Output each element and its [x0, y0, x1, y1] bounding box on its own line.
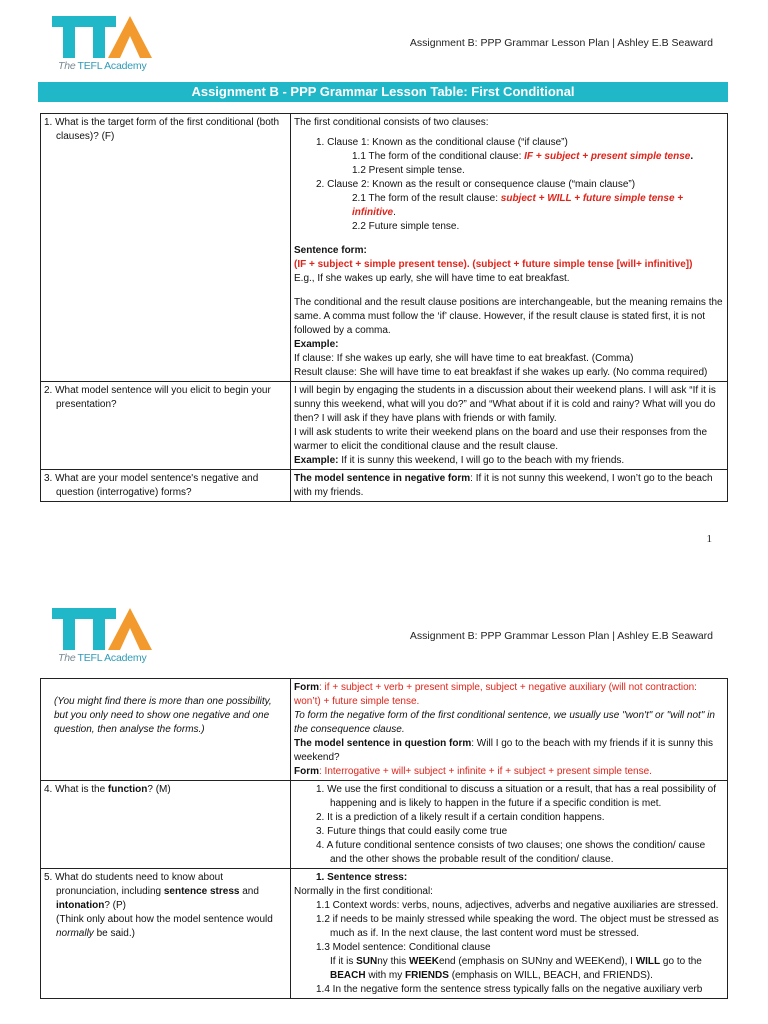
answer-2-p2: I will ask students to write their weekend plans on the board and use their responses from the warmer to elicit the conditional clause and the result clause. [294, 427, 708, 452]
model-b3: FRIENDS [405, 970, 449, 981]
example-if-clause: If clause: If she wakes up early, she will have time to eat breakfast. (Comma) [294, 353, 634, 364]
stress-point-3: 1.3 Model sentence: Conditional clause [316, 942, 491, 953]
answer-cell [291, 869, 728, 999]
table-row [41, 679, 728, 781]
question-cell [41, 470, 291, 502]
page-number: 1 [706, 533, 712, 545]
stress-point-2: 1.2 if needs to be mainly stressed while speaking the word. The object must be stressed as much as if. In the next clause, the last content word must be stressed. [316, 914, 719, 939]
answer-cell [291, 781, 728, 869]
model-a6: WILL [635, 956, 661, 967]
question-5-intonation: intonation [56, 900, 105, 911]
tefl-academy-logo [52, 14, 162, 74]
question-form-label: The model sentence in question form [294, 738, 472, 749]
model-b2: with my [365, 970, 406, 981]
clause-1-1-label: 1.1 The form of the conditional clause: [352, 151, 525, 162]
model-a5: end (emphasis on SUNny and WEEKend), I [438, 956, 636, 967]
example-eg: E.g., If she wakes up early, she will have time to eat breakfast. [294, 273, 570, 284]
answer-2-p1: I will begin by engaging the students in a discussion about their weekend plans. I will ask “If it is sunny this weekend, what will you do?” and “What about if it is cold and rainy? What will you do then? I will ask if they have plans with friends or with family. [294, 385, 716, 424]
list-item: 3. Future things that could easily come true [316, 826, 508, 837]
question-2: 2. What model sentence will you elicit to begin your presentation? [44, 385, 271, 410]
doc-title: Assignment B: PPP Grammar Lesson Plan | Ashley E.B Seaward [409, 630, 713, 642]
doc-title: Assignment B: PPP Grammar Lesson Plan | Ashley E.B Seaward [409, 37, 713, 49]
table-row [41, 470, 728, 502]
logo-the: The [58, 652, 76, 664]
example-result-clause: Result clause: She will have time to eat breakfast if she wakes up early. (No comma required) [294, 367, 708, 378]
tefl-academy-logo [52, 606, 162, 666]
answer-intro: The first conditional consists of two clauses: [294, 117, 489, 128]
answer-2-example: If it is sunny this weekend, I will go to the beach with my friends. [338, 455, 625, 466]
question-form-structure-label: Form [294, 766, 319, 777]
model-a1: If it is [330, 956, 357, 967]
question-3: 3. What are your model sentence's negative and question (interrogative) forms? [44, 473, 259, 498]
model-b4: (emphasis on WILL, BEACH, and FRIENDS). [448, 970, 653, 981]
paragraph-interchangeable: The conditional and the result clause positions are interchangeable, but the meaning remains the same. A comma must follow the ‘if’ clause. However, if the result clause is stated first, it is not followed by a comma. [294, 297, 723, 336]
page-2 [0, 584, 768, 1024]
question-cell [41, 869, 291, 999]
model-a4: WEEK [408, 956, 439, 967]
table-row [41, 382, 728, 470]
negative-form-explanation: To form the negative form of the first conditional sentence, we usually use "won't" or "will not" in the consequence clause. [294, 710, 715, 735]
clause-1-form: IF + subject + present simple tense [524, 151, 691, 162]
lesson-table-1 [40, 113, 728, 502]
model-a3: ny this [377, 956, 409, 967]
list-item: 1. We use the first conditional to discuss a situation or a result, that has a real possibility of happening and is likely to happen in the future if a specific condition is met. [316, 784, 717, 809]
table-row [41, 114, 728, 382]
clause-1-2: 1.2 Present simple tense. [352, 165, 465, 176]
clause-2-form: subject + WILL + future simple tense + infinitive [352, 193, 684, 218]
sentence-form-a: (IF + subject + simple present tense) [294, 259, 467, 270]
answer-2-example-label: Example: [294, 455, 339, 466]
lesson-table-2 [40, 678, 728, 999]
clause-2: 2. Clause 2: Known as the result or consequence clause (“main clause”) [316, 179, 636, 190]
logo-name: TEFL Academy [77, 60, 147, 72]
question-form-text: : Will I go to the beach with my friends if it is sunny this weekend? [294, 738, 714, 763]
clause-2-2: 2.2 Future simple tense. [352, 221, 460, 232]
sentence-stress-heading: 1. Sentence stress: [316, 872, 408, 883]
model-a2: SUN [356, 956, 378, 967]
question-1: 1. What is the target form of the first conditional (both clauses)? (F) [44, 117, 280, 142]
logo-the: The [58, 60, 76, 72]
sentence-stress-intro: Normally in the first conditional: [294, 886, 433, 897]
negative-form-label: The model sentence in negative form [294, 473, 471, 484]
answer-cell [291, 382, 728, 470]
tta-logo-icon [52, 606, 156, 652]
clause-2-1-label: 2.1 The form of the result clause: [352, 193, 501, 204]
clause-1: 1. Clause 1: Known as the conditional clause (“if clause”) [316, 137, 568, 148]
question-3-note: (You might find there is more than one possibility, but you only need to show one negative and one question, then analyse the forms.) [54, 696, 272, 735]
answer-cell [291, 679, 728, 781]
question-5-normally: normally [56, 928, 94, 939]
question-5-stress: sentence stress [163, 886, 240, 897]
model-a7: go to the [660, 956, 702, 967]
table-row [41, 781, 728, 869]
question-5-h: be said.) [93, 928, 135, 939]
list-item: 4. A future conditional sentence consists of two clauses; one shows the condition/ cause and the other shows the probable result of the condition/ clause. [316, 840, 706, 865]
question-4-function: function [107, 784, 148, 795]
question-5-a: 5. What do students need to know about pronunciation, including [44, 872, 224, 897]
table-banner: Assignment B - PPP Grammar Lesson Table: First Conditional [38, 82, 728, 102]
question-form-structure: : Interrogative + will+ subject + infinite + if + subject + present simple tense. [319, 766, 652, 777]
question-cell [41, 382, 291, 470]
question-cell [41, 679, 291, 781]
answer-cell: The first conditional consists of two clauses: 1. Clause 1: Known as the conditional clause (“if clause”) 1.1 The form of the conditional clause: IF + subject + present simple tense. 1.2 Present simple tense. 2. Clause 2: Known as the result or consequence clause (“main clause”) 2.1 The form of the result clause: subject + WILL + future simple tense + infinitive. 2.2 Future simple tense. Sentence form: (IF + subject + simple present tense). (subject + future simple tense [will+ infinitive]) E.g., If she wakes up early, she will have time to eat breakfast. The conditional and the result clause positions are interchangeable, but the meaning remains the same. A comma must follow the ‘if’ clause. However, if the result clause is stated first, it is not followed by a comma. Example: If clause: If she wakes up early, she will have time to eat breakfast. (Comma) Result clause: She will have time to eat breakfast if she wakes up early. (No comma required) [291, 114, 728, 382]
negative-form-label: Form [294, 682, 319, 693]
table-row [41, 869, 728, 999]
question-cell [41, 114, 291, 382]
logo-name: TEFL Academy [77, 652, 147, 664]
example-label: Example: [294, 339, 339, 350]
negative-form-text: : If it is not sunny this weekend, I won’t go to the beach with my friends. [294, 473, 713, 498]
answer-cell [291, 470, 728, 502]
stress-point-1: 1.1 Context words: verbs, nouns, adjectives, adverbs and negative auxiliaries are stressed. [316, 900, 719, 911]
question-4-c: ? (M) [147, 784, 171, 795]
question-cell [41, 781, 291, 869]
stress-point-4: 1.4 In the negative form the sentence stress typically falls on the negative auxiliary verb [316, 984, 703, 995]
tta-logo-icon [52, 14, 156, 60]
model-b1: BEACH [330, 970, 366, 981]
sentence-form-label: Sentence form: [294, 245, 367, 256]
question-4-a: 4. What is the [44, 784, 108, 795]
negative-form-structure: : if + subject + verb + present simple, subject + negative auxiliary (will not contraction: won’t) + future simple tense. [294, 682, 697, 707]
question-5-c: and [239, 886, 259, 897]
question-5-e: ? (P) [104, 900, 126, 911]
function-list [294, 783, 724, 867]
list-item: 2. It is a prediction of a likely result if a certain condition happens. [316, 812, 605, 823]
sentence-form-b: . (subject + future simple tense [will+ infinitive]) [466, 259, 693, 270]
question-5-f: (Think only about how the model sentence would [56, 914, 273, 925]
